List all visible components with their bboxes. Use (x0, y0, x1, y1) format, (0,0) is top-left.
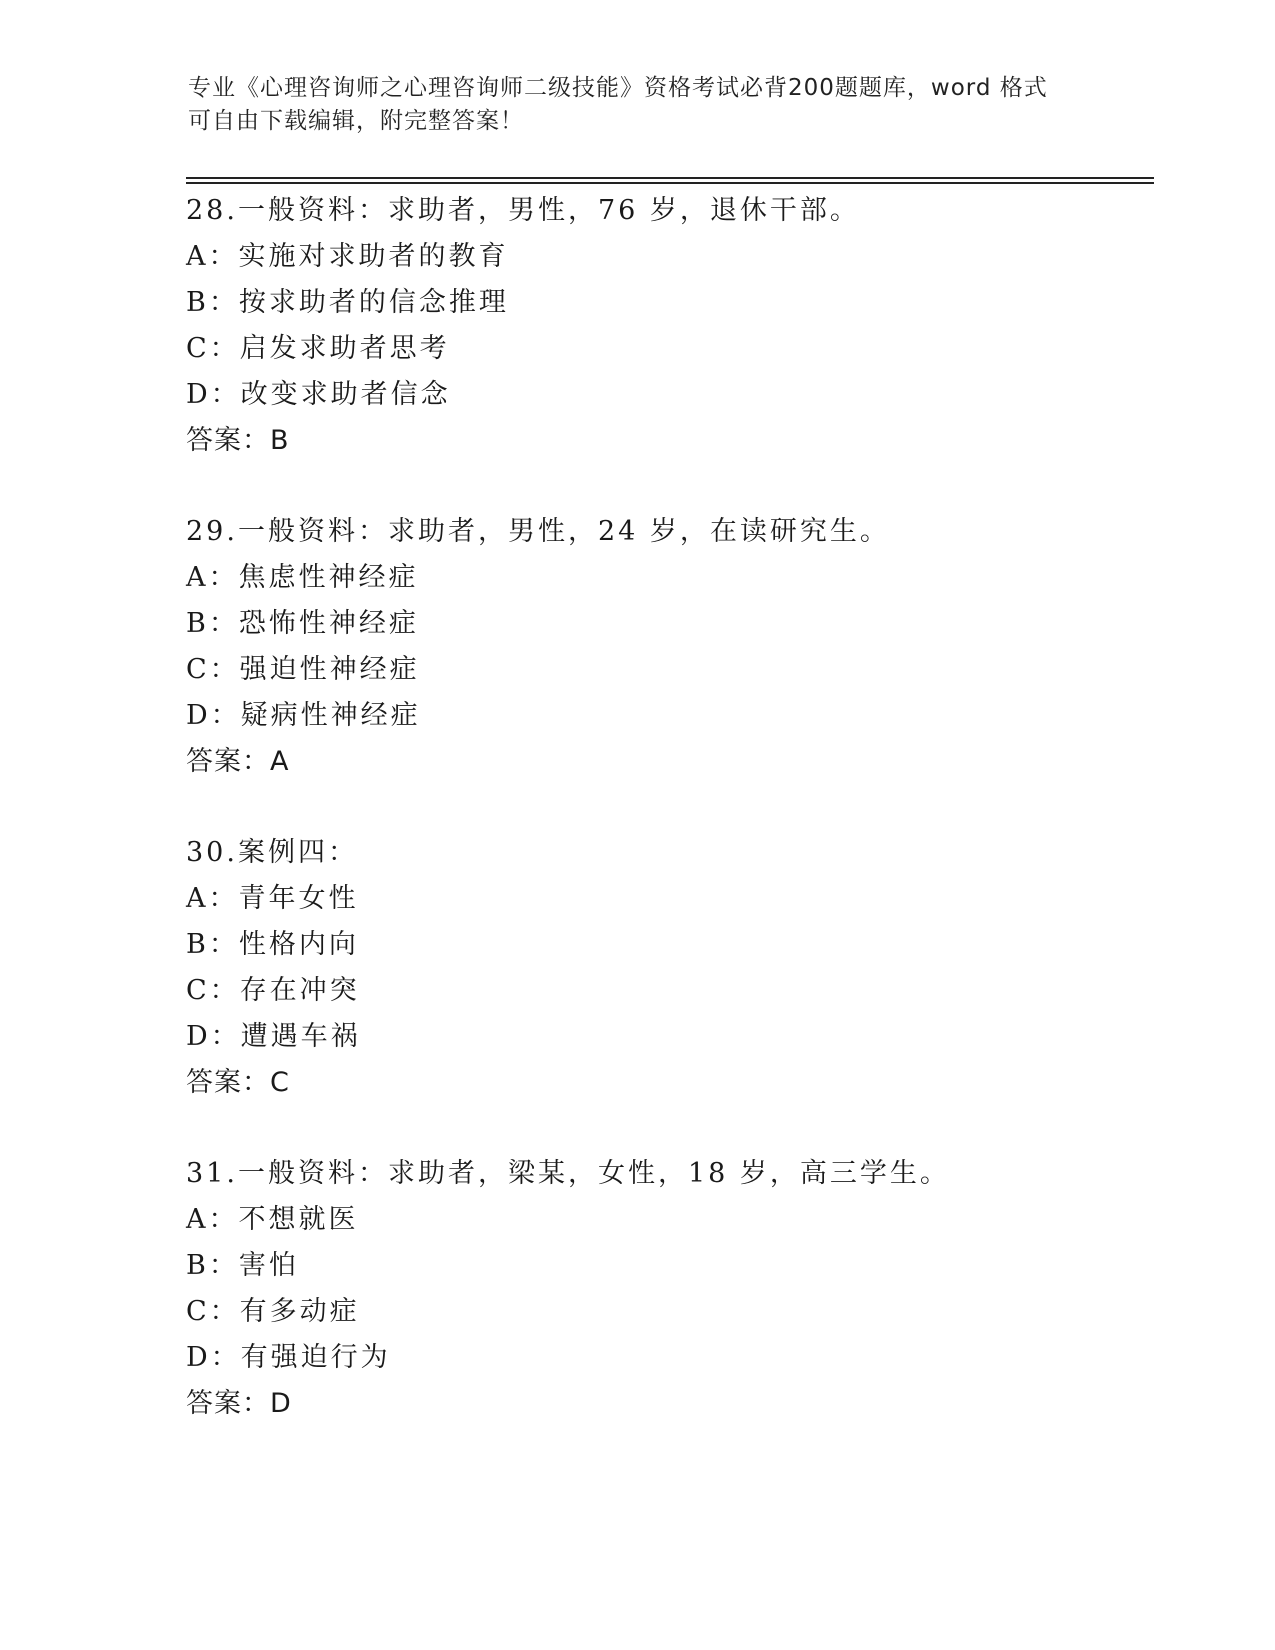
option-b: B：害怕 (186, 1250, 299, 1281)
question-30 (186, 830, 1146, 1106)
option-a: A：焦虑性神经症 (186, 562, 419, 593)
question-list (186, 188, 1146, 1472)
option-d: D：有强迫行为 (186, 1342, 391, 1373)
answer: 答案：D (186, 1388, 292, 1419)
header-divider-top (186, 177, 1154, 179)
option-c: C：存在冲突 (186, 975, 360, 1006)
option-b: B：恐怖性神经症 (186, 608, 419, 639)
answer: 答案：B (186, 425, 290, 456)
header-divider-bottom (186, 182, 1154, 184)
answer: 答案：A (186, 746, 290, 777)
header-line-2: 可自由下载编辑，附完整答案！ (188, 108, 524, 134)
option-c: C：有多动症 (186, 1296, 360, 1327)
answer: 答案：C (186, 1067, 290, 1098)
option-a: A：实施对求助者的教育 (186, 241, 509, 272)
question-stem: 28.一般资料：求助者，男性，76 岁，退休干部。 (186, 195, 860, 226)
question-stem: 31.一般资料：求助者，梁某，女性，18 岁，高三学生。 (186, 1158, 950, 1189)
option-c: C：强迫性神经症 (186, 654, 420, 685)
option-d: D：遭遇车祸 (186, 1021, 361, 1052)
option-d: D：改变求助者信念 (186, 379, 451, 410)
option-b: B：性格内向 (186, 929, 359, 960)
question-28 (186, 188, 1146, 464)
document-header (188, 72, 1088, 138)
option-d: D：疑病性神经症 (186, 700, 421, 731)
question-stem: 29.一般资料：求助者，男性，24 岁，在读研究生。 (186, 516, 890, 547)
option-a: A：青年女性 (186, 883, 359, 914)
option-b: B：按求助者的信念推理 (186, 287, 509, 318)
option-a: A：不想就医 (186, 1204, 359, 1235)
question-29 (186, 509, 1146, 785)
option-c: C：启发求助者思考 (186, 333, 450, 364)
question-31 (186, 1151, 1146, 1427)
header-line-1: 专业《心理咨询师之心理咨询师二级技能》资格考试必背200题题库，word 格式 (188, 75, 1048, 101)
question-stem: 30.案例四： (186, 837, 358, 868)
